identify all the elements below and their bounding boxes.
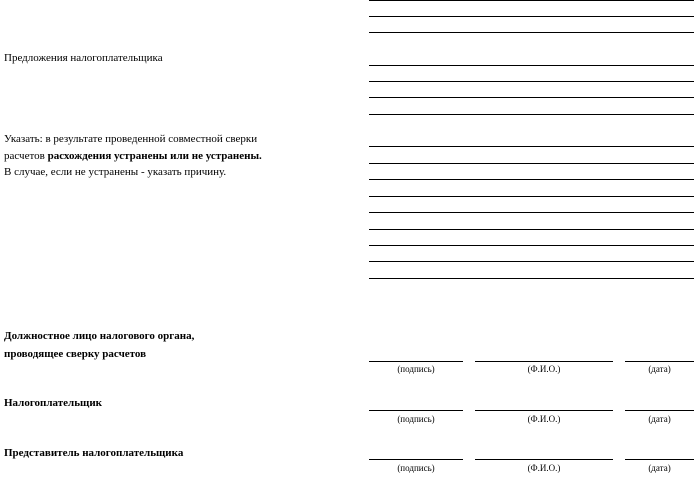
writing-line bbox=[369, 65, 694, 66]
representative-name-caption: (Ф.И.О.) bbox=[527, 463, 561, 473]
official-signature-line bbox=[369, 361, 463, 362]
official-date-line bbox=[625, 361, 694, 362]
writing-line bbox=[369, 0, 694, 1]
writing-line bbox=[369, 32, 694, 33]
writing-line bbox=[369, 196, 694, 197]
writing-line bbox=[369, 81, 694, 82]
taxpayer-label: Налогоплательщик bbox=[4, 397, 103, 409]
official-name-line bbox=[475, 361, 613, 362]
taxpayer-signature-line bbox=[369, 410, 463, 411]
taxpayer-date-caption: (дата) bbox=[648, 414, 671, 424]
writing-line bbox=[369, 278, 694, 279]
official-name-caption: (Ф.И.О.) bbox=[527, 364, 561, 374]
official-label-line-1: Должностное лицо налогового органа, bbox=[4, 330, 195, 342]
instruction-line-1: Указать: в результате проведенной совместной сверки bbox=[4, 133, 258, 145]
writing-line bbox=[369, 97, 694, 98]
writing-line bbox=[369, 16, 694, 17]
writing-line bbox=[369, 212, 694, 213]
official-date-caption: (дата) bbox=[648, 364, 671, 374]
writing-line bbox=[369, 179, 694, 180]
proposals-label: Предложения налогоплательщика bbox=[4, 52, 163, 64]
representative-name-line bbox=[475, 459, 613, 460]
writing-line bbox=[369, 163, 694, 164]
taxpayer-signature-caption: (подпись) bbox=[397, 414, 435, 424]
writing-line bbox=[369, 146, 694, 147]
instruction-line-2 bbox=[4, 148, 262, 165]
instruction-line-2-bold: расхождения устранены или не устранены. bbox=[47, 150, 262, 162]
writing-line bbox=[369, 261, 694, 262]
taxpayer-name-caption: (Ф.И.О.) bbox=[527, 414, 561, 424]
instruction-line-2-prefix: расчетов bbox=[4, 150, 48, 162]
writing-line bbox=[369, 229, 694, 230]
writing-line bbox=[369, 245, 694, 246]
writing-line bbox=[369, 114, 694, 115]
taxpayer-name-line bbox=[475, 410, 613, 411]
representative-date-caption: (дата) bbox=[648, 463, 671, 473]
representative-date-line bbox=[625, 459, 694, 460]
official-signature-caption: (подпись) bbox=[397, 364, 435, 374]
representative-signature-caption: (подпись) bbox=[397, 463, 435, 473]
instruction-line-3: В случае, если не устранены - указать причину. bbox=[4, 166, 227, 178]
taxpayer-date-line bbox=[625, 410, 694, 411]
representative-label: Представитель налогоплательщика bbox=[4, 447, 184, 459]
representative-signature-line bbox=[369, 459, 463, 460]
official-label-line-2: проводящее сверку расчетов bbox=[4, 348, 147, 360]
